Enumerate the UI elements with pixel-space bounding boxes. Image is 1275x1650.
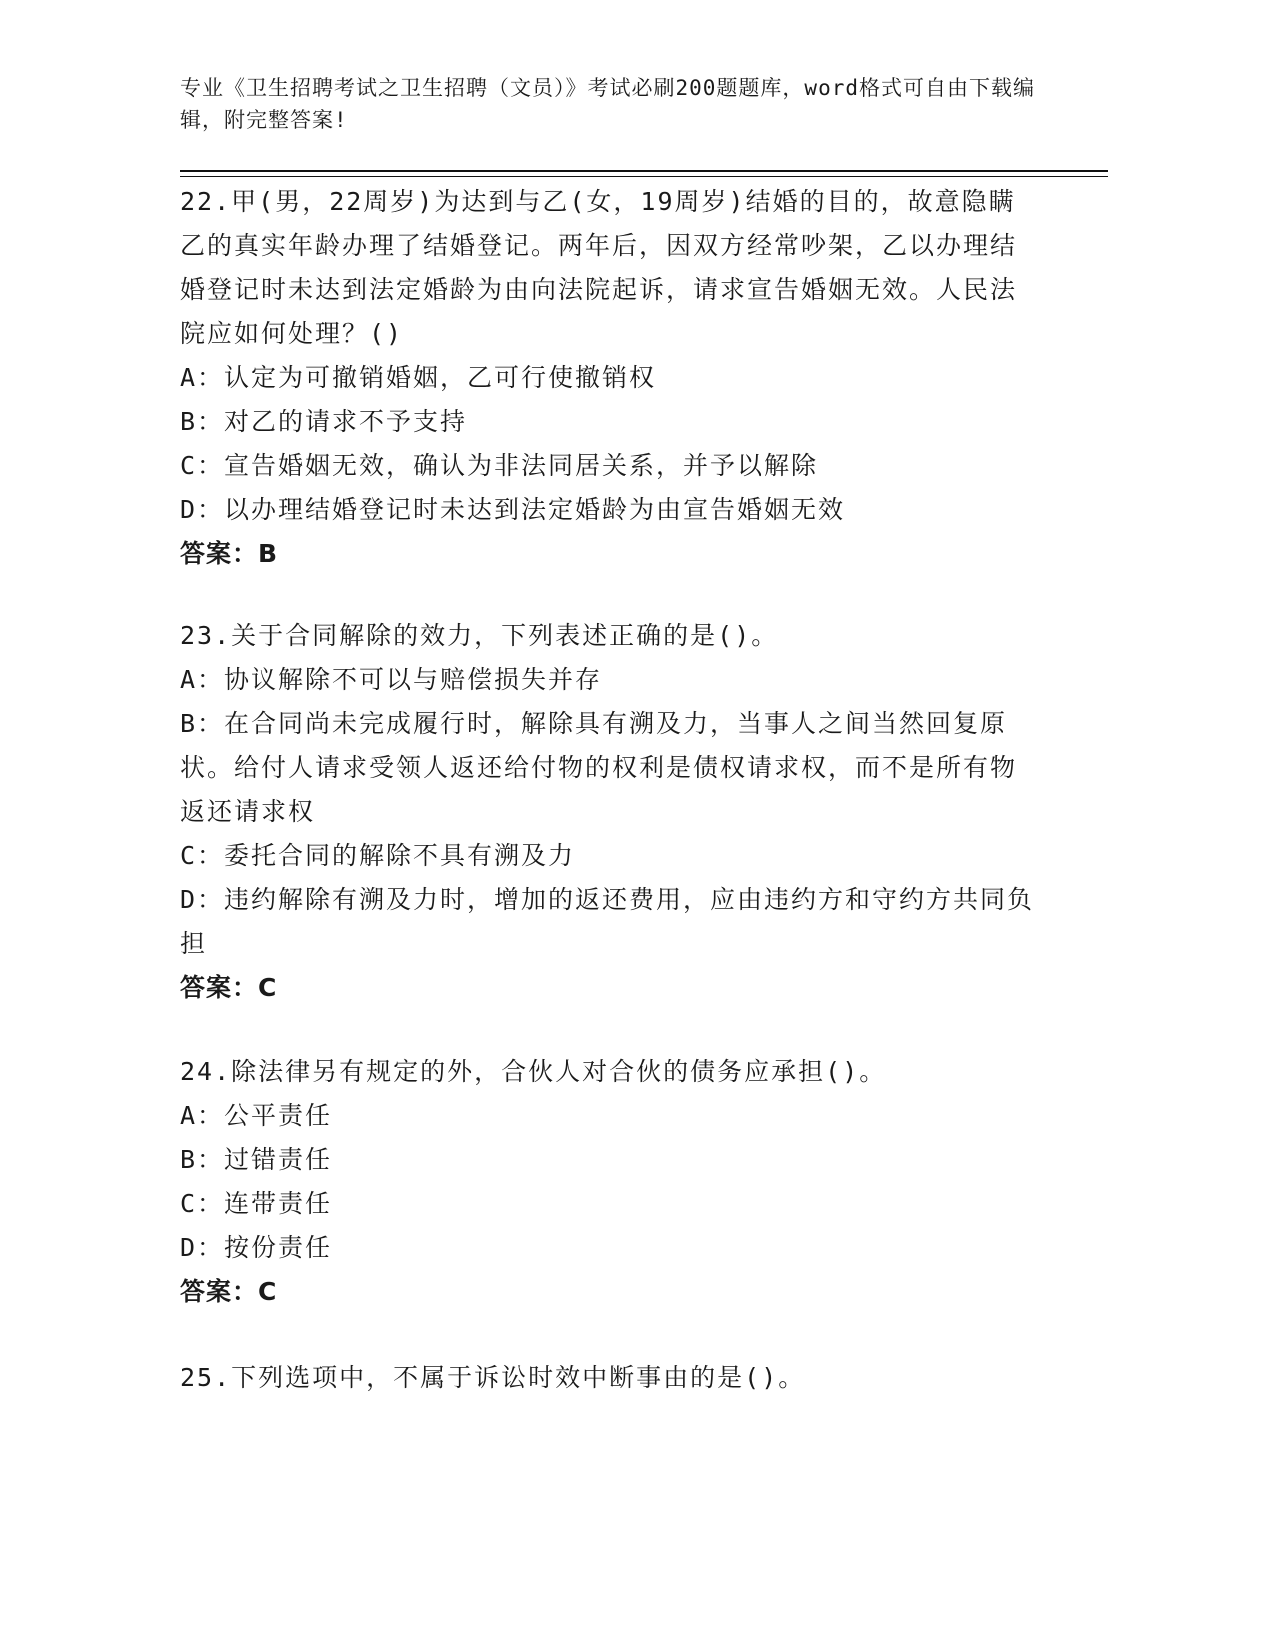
option-c: C：连带责任 (180, 1189, 333, 1218)
question-stem: 24.除法律另有规定的外，合伙人对合伙的债务应承担()。 (180, 1057, 887, 1086)
header-divider-thin (180, 176, 1108, 177)
option-c: C：委托合同的解除不具有溯及力 (180, 841, 576, 870)
answer-label: 答案：B (180, 539, 279, 568)
option-b: B：过错责任 (180, 1145, 333, 1174)
option-d: D：按份责任 (180, 1233, 333, 1262)
question-stem: 23.关于合同解除的效力，下列表述正确的是()。 (180, 621, 779, 650)
question-22 (180, 180, 1040, 576)
option-b: B：对乙的请求不予支持 (180, 407, 468, 436)
option-a: A：协议解除不可以与赔偿损失并存 (180, 665, 603, 694)
question-stem: 25.下列选项中，不属于诉讼时效中断事由的是()。 (180, 1363, 806, 1392)
option-c: C：宣告婚姻无效，确认为非法同居关系，并予以解除 (180, 451, 819, 480)
option-a: A：公平责任 (180, 1101, 333, 1130)
option-a: A：认定为可撤销婚姻，乙可行使撤销权 (180, 363, 657, 392)
question-25 (180, 1356, 1040, 1400)
option-d: D：以办理结婚登记时未达到法定婚龄为由宣告婚姻无效 (180, 495, 846, 524)
answer-label: 答案：C (180, 1277, 278, 1306)
answer-label: 答案：C (180, 973, 278, 1002)
question-23 (180, 614, 1040, 1010)
header-divider-thick (180, 170, 1108, 172)
document-header: 专业《卫生招聘考试之卫生招聘（文员）》考试必刷200题题库，word格式可自由下载编辑，附完整答案! (180, 76, 1035, 132)
question-24 (180, 1050, 1040, 1314)
question-stem: 22.甲(男，22周岁)为达到与乙(女，19周岁)结婚的目的，故意隐瞒乙的真实年龄办理了结婚登记。两年后，因双方经常吵架，乙以办理结婚登记时未达到法定婚龄为由向法院起诉，请求宣告婚姻无效。人民法院应如何处理？() (180, 187, 1018, 348)
option-b: B：在合同尚未完成履行时，解除具有溯及力，当事人之间当然回复原状。给付人请求受领人返还给付物的权利是债权请求权，而不是所有物返还请求权 (180, 709, 1018, 826)
option-d: D：违约解除有溯及力时，增加的返还费用，应由违约方和守约方共同负担 (180, 885, 1035, 958)
